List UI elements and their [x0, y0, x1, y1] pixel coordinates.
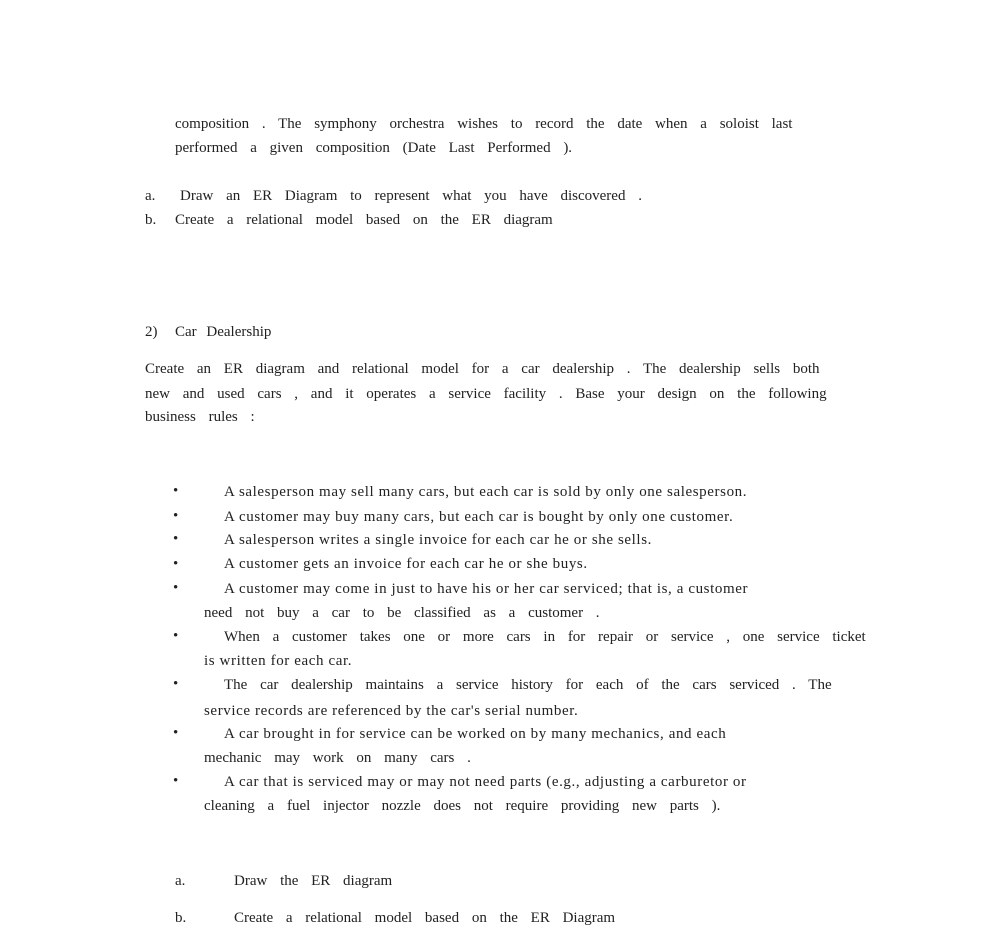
rule-text: A salesperson writes a single invoice for each car he or she sells. — [224, 532, 652, 548]
rule-text-continued: need not buy a car to be classified as a customer . — [204, 605, 600, 621]
rule-text: A salesperson may sell many cars, but each car is sold by only one salesperson. — [224, 484, 748, 500]
task1-b-marker: b. — [145, 212, 157, 228]
bullet-icon: • — [173, 628, 179, 644]
bullet-icon: • — [173, 676, 179, 692]
rule-text: A customer may come in just to have his or her car serviced; that is, a customer — [224, 581, 749, 597]
bullet-icon: • — [173, 556, 179, 572]
rule-text: A customer gets an invoice for each car he or she buys. — [224, 556, 588, 572]
task1-a-marker: a. — [145, 188, 156, 204]
task1-a-text: Draw an ER Diagram to represent what you have discovered . — [180, 188, 642, 204]
bullet-icon: • — [173, 725, 179, 741]
rule-text: A car that is serviced may or may not need parts (e.g., adjusting a carburetor or — [224, 774, 747, 790]
section2-title: Car Dealership — [175, 324, 272, 340]
bullet-icon: • — [173, 531, 179, 547]
bullet-icon: • — [173, 483, 179, 499]
task1-b-text: Create a relational model based on the ER diagram — [175, 212, 553, 228]
rule-text-continued: mechanic may work on many cars . — [204, 750, 471, 766]
section2-desc-line-2: new and used cars , and it operates a service facility . Base your design on the following — [145, 386, 827, 402]
task2-a-text: Draw the ER diagram — [234, 873, 393, 889]
rule-text: The car dealership maintains a service history for each of the cars serviced . The — [224, 677, 832, 693]
bullet-icon: • — [173, 508, 179, 524]
task2-b-marker: b. — [175, 910, 187, 926]
intro-line-2: performed a given composition (Date Last Performed ). — [175, 140, 573, 156]
rule-text-continued: cleaning a fuel injector nozzle does not require providing new parts ). — [204, 798, 721, 814]
section2-desc-line-1: Create an ER diagram and relational model for a car dealership . The dealership sells both — [145, 361, 820, 377]
rule-text: When a customer takes one or more cars in for repair or service , one service ticket — [224, 629, 866, 645]
intro-line-1: composition . The symphony orchestra wishes to record the date when a soloist last — [175, 116, 793, 132]
bullet-icon: • — [173, 773, 179, 789]
rule-text: A customer may buy many cars, but each car is bought by only one customer. — [224, 509, 734, 525]
section2-number: 2) — [145, 324, 158, 340]
task2-a-marker: a. — [175, 873, 186, 889]
rule-text-continued: service records are referenced by the car's serial number. — [204, 703, 579, 719]
rule-text-continued: is written for each car. — [204, 653, 353, 669]
task2-b-text: Create a relational model based on the ER Diagram — [234, 910, 616, 926]
rule-text: A car brought in for service can be worked on by many mechanics, and each — [224, 726, 727, 742]
bullet-icon: • — [173, 580, 179, 596]
section2-desc-line-3: business rules : — [145, 409, 255, 425]
